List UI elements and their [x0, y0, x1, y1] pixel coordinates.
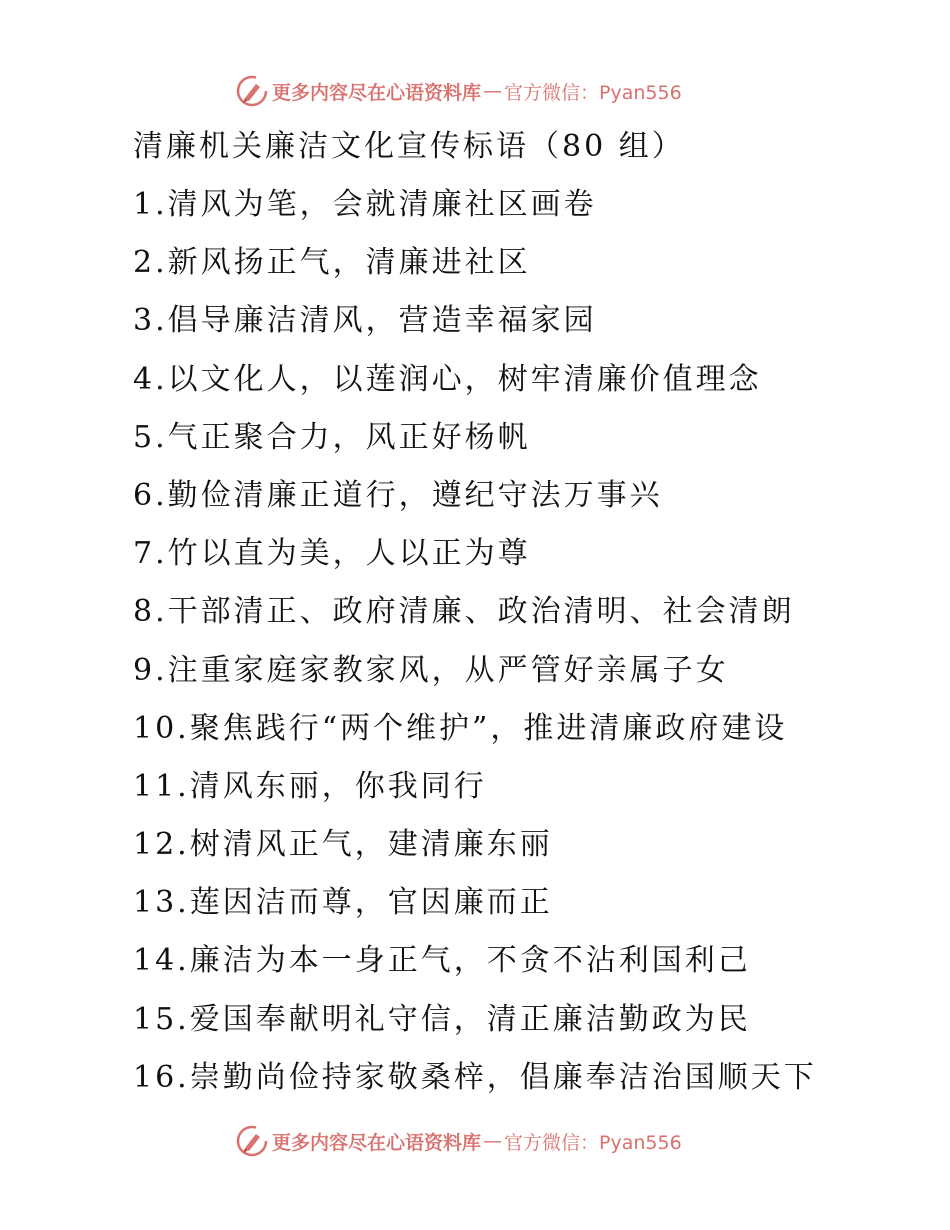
slogan-line: 1.清风为笔，会就清廉社区画卷 — [133, 187, 597, 222]
slogan-line: 11.清风东丽，你我同行 — [133, 768, 487, 804]
slogan-line: 7.竹以直为美，人以正为尊 — [133, 536, 531, 572]
slogan-line: 14.廉洁为本一身正气，不贪不沾利国利己 — [133, 943, 751, 979]
pen-logo-icon — [236, 75, 268, 107]
slogan-line: 2.新风扬正气，清廉进社区 — [133, 245, 531, 281]
watermark-wechat: 官方微信：Pyan556 — [504, 1131, 682, 1154]
document-title: 清廉机关廉洁文化宣传标语（80 组） — [133, 129, 685, 164]
slogan-line: 8.干部清正、政府清廉、政治清明、社会清朗 — [133, 594, 795, 630]
watermark-separator: — — [483, 1130, 503, 1152]
slogan-line: 15.爱国奉献明礼守信，清正廉洁勤政为民 — [133, 1001, 751, 1037]
slogan-line: 6.勤俭清廉正道行，遵纪守法万事兴 — [133, 477, 663, 513]
slogan-line: 4.以文化人，以莲润心，树牢清廉价值理念 — [133, 361, 762, 397]
slogan-line: 10.聚焦践行“两个维护”，推进清廉政府建设 — [133, 710, 788, 746]
watermark-text: 更多内容尽在心语资料库 — [272, 1131, 482, 1154]
watermark-separator: — — [483, 80, 503, 102]
slogan-line: 5.气正聚合力，风正好杨帆 — [133, 419, 531, 455]
footer-watermark — [236, 1124, 682, 1158]
watermark-text: 更多内容尽在心语资料库 — [272, 81, 482, 104]
slogan-line: 12.树清风正气，建清廉东丽 — [133, 827, 553, 863]
watermark-wechat: 官方微信：Pyan556 — [504, 81, 682, 104]
document-body — [133, 118, 933, 1107]
slogan-line: 13.莲因洁而尊，官因廉而正 — [133, 885, 553, 921]
slogan-line: 9.注重家庭家教家风，从严管好亲属子女 — [133, 652, 729, 688]
header-watermark — [236, 74, 682, 108]
pen-logo-icon — [236, 1125, 268, 1157]
slogan-line: 3.倡导廉洁清风，营造幸福家园 — [133, 303, 597, 339]
slogan-line: 16.崇勤尚俭持家敬桑梓，倡廉奉洁治国顺天下 — [133, 1059, 817, 1095]
